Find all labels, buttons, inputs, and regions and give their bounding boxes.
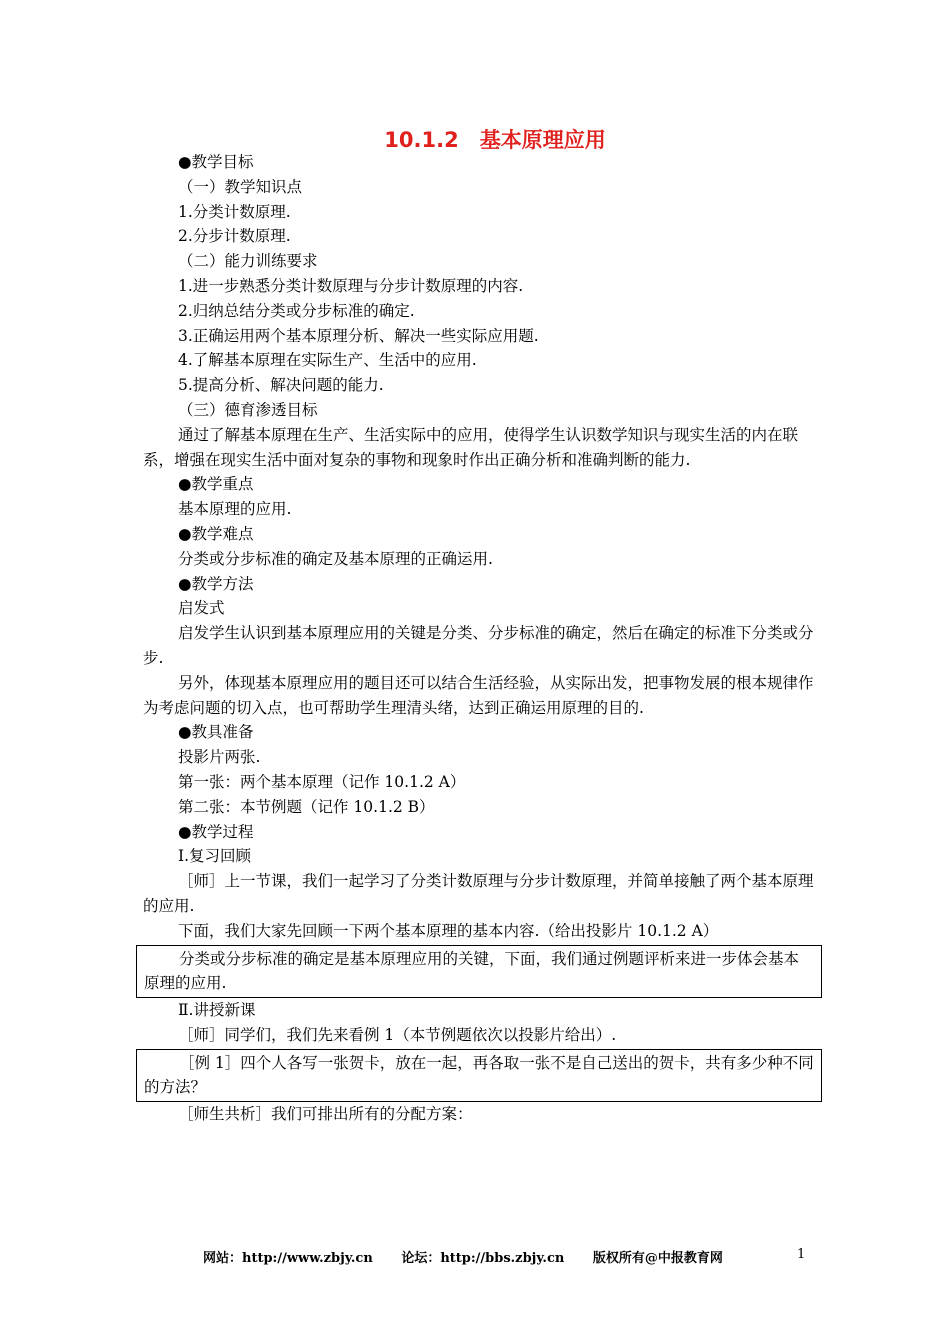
section-heading: ●教具准备 (178, 723, 254, 742)
paragraph: 启发学生认识到基本原理应用的关键是分类、分步标准的确定，然后在确定的标准下分类或分步. (143, 624, 814, 667)
paragraph: 投影片两张. (178, 748, 261, 767)
paragraph: 另外，体现基本原理应用的题目还可以结合生活经验，从实际出发，把事物发展的根本规律作为考虑问题的切入点，也可帮助学生理清头绪，达到正确运用原理的目的. (143, 673, 814, 717)
footer-forum: 论坛：http://bbs.zbjy.cn (401, 1251, 565, 1266)
subsection-heading: Ⅰ.复习回顾 (178, 847, 252, 866)
list-item: 3.正确运用两个基本原理分析、解决一些实际应用题. (178, 326, 539, 345)
paragraph: ［师生共析］我们可排出所有的分配方案： (178, 1105, 473, 1124)
document-body (143, 150, 815, 1127)
section-heading: ●教学方法 (178, 574, 254, 593)
page-title: 10.1.2 基本原理应用 (384, 128, 606, 152)
boxed-paragraph: 分类或分步标准的确定是基本原理应用的关键，下面，我们通过例题评析来进一步体会基本原理的应用. (144, 949, 800, 993)
paragraph: 第二张：本节例题（记作 10.1.2 B） (178, 797, 435, 816)
paragraph: 基本原理的应用. (178, 500, 292, 519)
subsection-heading: Ⅱ.讲授新课 (178, 1001, 256, 1020)
section-heading: ●教学目标 (178, 153, 254, 171)
subsection-heading: （一）教学知识点 (178, 177, 303, 196)
section-heading: ●教学难点 (178, 524, 254, 543)
footer-site: 网站：http://www.zbjy.cn (203, 1251, 373, 1266)
list-item: 1.进一步熟悉分类计数原理与分步计数原理的内容. (178, 276, 524, 295)
paragraph: 通过了解基本原理在生产、生活实际中的应用，使得学生认识数学知识与现实生活的内在联系，增强在现实生活中面对复杂的事物和现象时作出正确分析和准确判断的能力. (143, 425, 799, 469)
page-number: 1 (797, 1247, 806, 1262)
boxed-note (136, 945, 822, 999)
section-heading: ●教学重点 (178, 475, 254, 494)
list-item: 1.分类计数原理. (178, 202, 291, 221)
paragraph: ［师］同学们，我们先来看例 1（本节例题依次以投影片给出）. (178, 1025, 617, 1044)
section-heading: ●教学过程 (178, 822, 254, 841)
subsection-heading: （三）德育渗透目标 (178, 400, 318, 419)
paragraph: ［师］上一节课，我们一起学习了分类计数原理与分步计数原理，并简单接触了两个基本原理的应用. (143, 872, 814, 915)
paragraph: 下面，我们大家先回顾一下两个基本原理的基本内容.（给出投影片 10.1.2 A） (178, 921, 719, 940)
example-paragraph: ［例 1］四个人各写一张贺卡，放在一起，再各取一张不是自己送出的贺卡，共有多少种不同的方法？ (144, 1053, 814, 1097)
list-item: 5.提高分析、解决问题的能力. (178, 376, 384, 395)
footer-copyright: 版权所有@中报教育网 (592, 1251, 723, 1266)
subsection-heading: （二）能力训练要求 (178, 252, 318, 271)
paragraph: 启发式 (178, 599, 225, 618)
example-box (136, 1049, 822, 1103)
list-item: 2.归纳总结分类或分步标准的确定. (178, 301, 415, 320)
paragraph: 分类或分步标准的确定及基本原理的正确运用. (178, 549, 493, 568)
list-item: 2.分步计数原理. (178, 227, 291, 246)
list-item: 4.了解基本原理在实际生产、生活中的应用. (178, 351, 477, 370)
paragraph: 第一张：两个基本原理（记作 10.1.2 A） (178, 772, 466, 791)
page-footer (203, 1247, 747, 1266)
